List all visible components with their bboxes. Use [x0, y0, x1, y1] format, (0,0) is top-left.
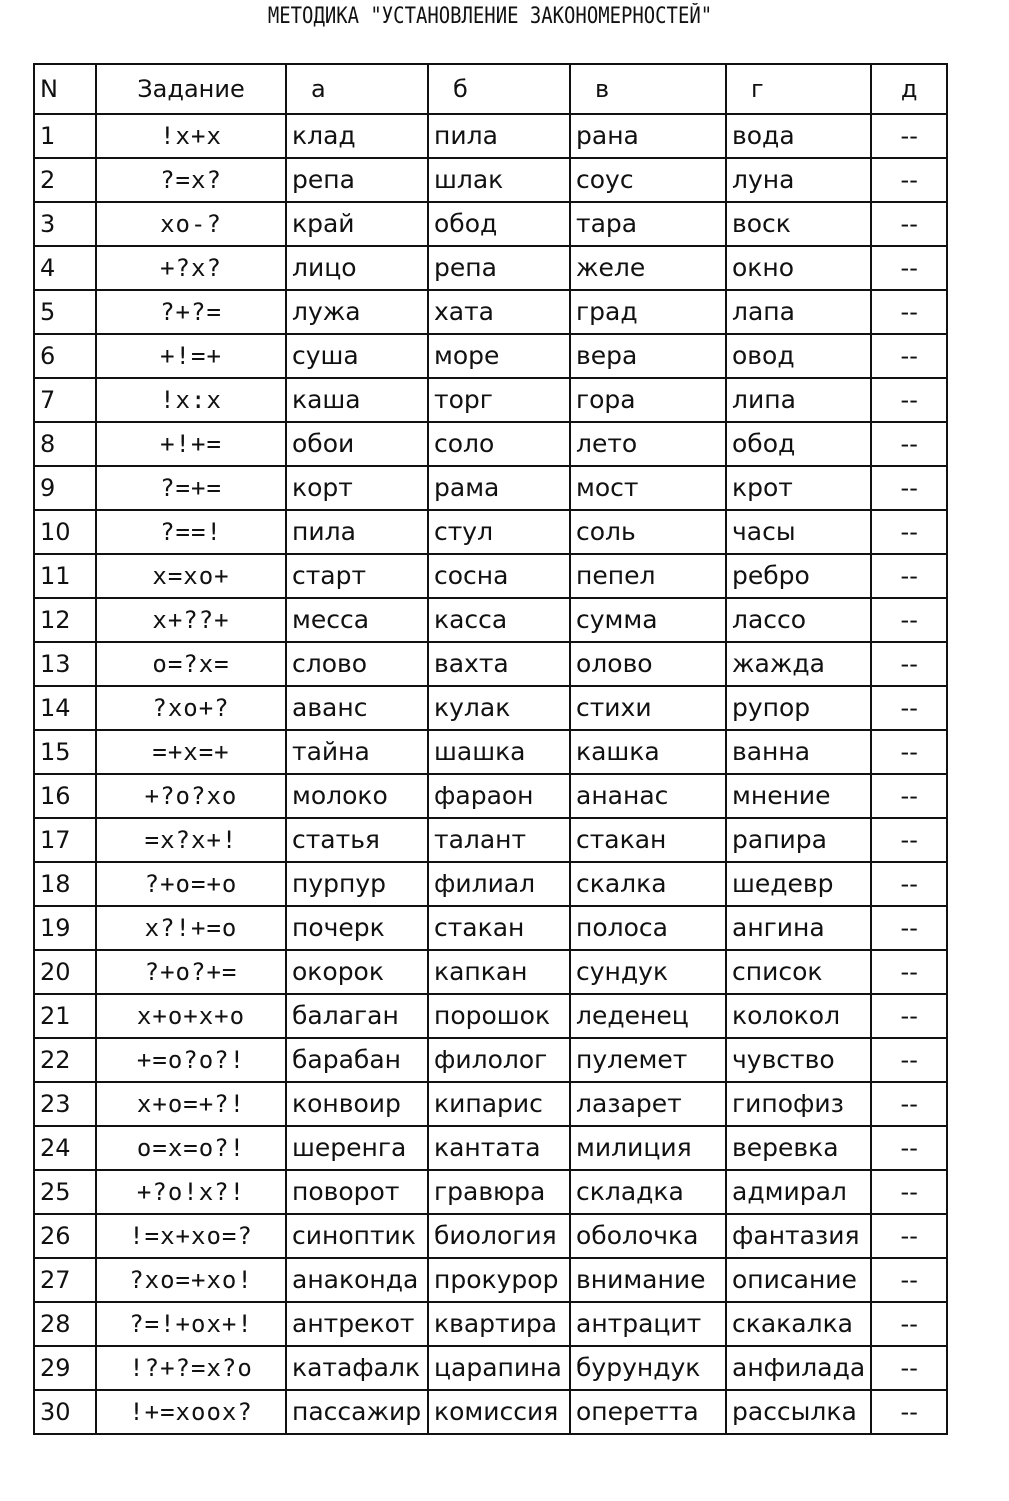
- table-row: [34, 642, 947, 686]
- row-option-v: кашка: [570, 730, 726, 774]
- row-option-d: --: [871, 906, 947, 950]
- row-task: х+??+: [96, 598, 286, 642]
- row-option-b: филолог: [428, 1038, 570, 1082]
- row-option-d: --: [871, 1390, 947, 1434]
- row-option-g: жажда: [726, 642, 871, 686]
- row-option-a: корт: [286, 466, 428, 510]
- table-row: [34, 554, 947, 598]
- row-option-b: фараон: [428, 774, 570, 818]
- row-option-b: соло: [428, 422, 570, 466]
- row-task: ?хо=+хо!: [96, 1258, 286, 1302]
- row-option-g: овод: [726, 334, 871, 378]
- row-number: 27: [34, 1258, 96, 1302]
- row-option-v: соль: [570, 510, 726, 554]
- row-number: 10: [34, 510, 96, 554]
- row-option-v: тара: [570, 202, 726, 246]
- row-option-d: --: [871, 1038, 947, 1082]
- row-option-g: адмирал: [726, 1170, 871, 1214]
- row-option-g: ванна: [726, 730, 871, 774]
- row-option-d: --: [871, 862, 947, 906]
- row-option-g: часы: [726, 510, 871, 554]
- row-option-g: рапира: [726, 818, 871, 862]
- row-option-v: оперетта: [570, 1390, 726, 1434]
- row-option-d: --: [871, 1170, 947, 1214]
- table-row: [34, 686, 947, 730]
- row-number: 8: [34, 422, 96, 466]
- row-number: 5: [34, 290, 96, 334]
- row-option-v: град: [570, 290, 726, 334]
- row-option-b: море: [428, 334, 570, 378]
- row-task: +?о!х?!: [96, 1170, 286, 1214]
- row-task: ?+о=+о: [96, 862, 286, 906]
- table-row: [34, 1258, 947, 1302]
- row-task: о=х=о?!: [96, 1126, 286, 1170]
- row-task: !х:х: [96, 378, 286, 422]
- row-option-v: стакан: [570, 818, 726, 862]
- row-number: 13: [34, 642, 96, 686]
- row-option-d: --: [871, 510, 947, 554]
- row-option-d: --: [871, 202, 947, 246]
- row-option-v: рана: [570, 114, 726, 158]
- table-row: [34, 1082, 947, 1126]
- row-option-a: балаган: [286, 994, 428, 1038]
- row-option-a: анаконда: [286, 1258, 428, 1302]
- table-row: [34, 290, 947, 334]
- row-task: ?+?=: [96, 290, 286, 334]
- row-task: +!=+: [96, 334, 286, 378]
- row-option-g: ангина: [726, 906, 871, 950]
- header-option-a: а: [286, 64, 428, 114]
- row-option-g: колокол: [726, 994, 871, 1038]
- row-number: 11: [34, 554, 96, 598]
- header-option-g: г: [726, 64, 871, 114]
- row-option-a: молоко: [286, 774, 428, 818]
- row-option-a: край: [286, 202, 428, 246]
- table-row: [34, 598, 947, 642]
- table-row: [34, 1170, 947, 1214]
- header-option-b: б: [428, 64, 570, 114]
- row-option-g: липа: [726, 378, 871, 422]
- row-option-v: полоса: [570, 906, 726, 950]
- row-option-g: гипофиз: [726, 1082, 871, 1126]
- row-option-v: милиция: [570, 1126, 726, 1170]
- table-row: [34, 818, 947, 862]
- row-option-a: лицо: [286, 246, 428, 290]
- row-option-g: рассылка: [726, 1390, 871, 1434]
- row-number: 15: [34, 730, 96, 774]
- table-row: [34, 1214, 947, 1258]
- row-option-a: каша: [286, 378, 428, 422]
- row-option-g: лапа: [726, 290, 871, 334]
- row-option-a: почерк: [286, 906, 428, 950]
- row-option-d: --: [871, 818, 947, 862]
- row-option-b: вахта: [428, 642, 570, 686]
- patterns-table: [33, 63, 948, 1435]
- row-task: !х+х: [96, 114, 286, 158]
- row-option-d: --: [871, 1214, 947, 1258]
- row-option-v: внимание: [570, 1258, 726, 1302]
- table-row: [34, 994, 947, 1038]
- row-option-g: веревка: [726, 1126, 871, 1170]
- table-row: [34, 378, 947, 422]
- row-task: +=о?о?!: [96, 1038, 286, 1082]
- table-row: [34, 246, 947, 290]
- row-option-b: обод: [428, 202, 570, 246]
- row-task: +!+=: [96, 422, 286, 466]
- row-option-g: окно: [726, 246, 871, 290]
- row-option-a: конвоир: [286, 1082, 428, 1126]
- row-option-d: --: [871, 598, 947, 642]
- table-row: [34, 1390, 947, 1434]
- table-row: [34, 202, 947, 246]
- row-option-v: скалка: [570, 862, 726, 906]
- row-option-d: --: [871, 1126, 947, 1170]
- table-body: [34, 114, 947, 1434]
- row-option-v: бурундук: [570, 1346, 726, 1390]
- row-option-a: пурпур: [286, 862, 428, 906]
- table-row: [34, 730, 947, 774]
- table-row: [34, 1126, 947, 1170]
- row-option-a: лужа: [286, 290, 428, 334]
- row-task: ?=х?: [96, 158, 286, 202]
- row-number: 26: [34, 1214, 96, 1258]
- row-option-v: вера: [570, 334, 726, 378]
- row-option-v: стихи: [570, 686, 726, 730]
- row-option-d: --: [871, 554, 947, 598]
- row-option-d: --: [871, 466, 947, 510]
- row-option-a: поворот: [286, 1170, 428, 1214]
- row-option-g: обод: [726, 422, 871, 466]
- row-option-b: шашка: [428, 730, 570, 774]
- table-row: [34, 862, 947, 906]
- row-task: ?хо+?: [96, 686, 286, 730]
- row-number: 28: [34, 1302, 96, 1346]
- row-option-b: прокурор: [428, 1258, 570, 1302]
- row-number: 19: [34, 906, 96, 950]
- row-number: 12: [34, 598, 96, 642]
- table-row: [34, 906, 947, 950]
- row-option-d: --: [871, 642, 947, 686]
- row-number: 20: [34, 950, 96, 994]
- row-option-d: --: [871, 1082, 947, 1126]
- row-option-d: --: [871, 334, 947, 378]
- header-option-v: в: [570, 64, 726, 114]
- row-option-b: стул: [428, 510, 570, 554]
- row-option-b: царапина: [428, 1346, 570, 1390]
- row-option-b: квартира: [428, 1302, 570, 1346]
- row-option-d: --: [871, 950, 947, 994]
- row-option-b: кулак: [428, 686, 570, 730]
- row-option-a: аванс: [286, 686, 428, 730]
- row-option-g: скакалка: [726, 1302, 871, 1346]
- row-option-v: мост: [570, 466, 726, 510]
- row-number: 24: [34, 1126, 96, 1170]
- row-option-v: желе: [570, 246, 726, 290]
- page-title: МЕТОДИКА "УСТАНОВЛЕНИЕ ЗАКОНОМЕРНОСТЕЙ": [267, 4, 713, 29]
- row-option-b: гравюра: [428, 1170, 570, 1214]
- row-option-g: анфилада: [726, 1346, 871, 1390]
- row-number: 22: [34, 1038, 96, 1082]
- row-option-g: рупор: [726, 686, 871, 730]
- row-task: !?+?=х?о: [96, 1346, 286, 1390]
- row-task: х+о=+?!: [96, 1082, 286, 1126]
- row-option-v: лето: [570, 422, 726, 466]
- row-option-a: окорок: [286, 950, 428, 994]
- row-option-b: шлак: [428, 158, 570, 202]
- row-option-b: касса: [428, 598, 570, 642]
- row-option-a: обои: [286, 422, 428, 466]
- row-option-v: гора: [570, 378, 726, 422]
- row-option-d: --: [871, 994, 947, 1038]
- row-number: 2: [34, 158, 96, 202]
- row-option-g: чувство: [726, 1038, 871, 1082]
- row-option-v: лазарет: [570, 1082, 726, 1126]
- row-option-a: суша: [286, 334, 428, 378]
- row-option-d: --: [871, 686, 947, 730]
- header-number: N: [34, 64, 96, 114]
- row-option-d: --: [871, 1302, 947, 1346]
- row-option-d: --: [871, 158, 947, 202]
- row-option-v: пулемет: [570, 1038, 726, 1082]
- row-option-d: --: [871, 774, 947, 818]
- table-row: [34, 950, 947, 994]
- row-option-g: мнение: [726, 774, 871, 818]
- row-option-g: шедевр: [726, 862, 871, 906]
- row-option-g: воск: [726, 202, 871, 246]
- row-option-v: сумма: [570, 598, 726, 642]
- row-task: ?==!: [96, 510, 286, 554]
- row-option-g: список: [726, 950, 871, 994]
- row-option-b: хата: [428, 290, 570, 334]
- row-option-d: --: [871, 290, 947, 334]
- row-option-a: антрекот: [286, 1302, 428, 1346]
- table-row: [34, 774, 947, 818]
- row-option-b: пила: [428, 114, 570, 158]
- row-option-b: филиал: [428, 862, 570, 906]
- row-option-g: описание: [726, 1258, 871, 1302]
- row-option-d: --: [871, 422, 947, 466]
- row-option-a: месса: [286, 598, 428, 642]
- row-task: =+х=+: [96, 730, 286, 774]
- table-row: [34, 466, 947, 510]
- row-task: +?х?: [96, 246, 286, 290]
- row-option-b: сосна: [428, 554, 570, 598]
- row-number: 14: [34, 686, 96, 730]
- row-option-a: пила: [286, 510, 428, 554]
- row-option-a: тайна: [286, 730, 428, 774]
- row-option-v: олово: [570, 642, 726, 686]
- table-row: [34, 114, 947, 158]
- row-number: 21: [34, 994, 96, 1038]
- row-option-v: сундук: [570, 950, 726, 994]
- row-number: 23: [34, 1082, 96, 1126]
- table-row: [34, 1038, 947, 1082]
- row-option-b: стакан: [428, 906, 570, 950]
- row-option-b: репа: [428, 246, 570, 290]
- row-option-b: порошок: [428, 994, 570, 1038]
- row-option-a: статья: [286, 818, 428, 862]
- table-row: [34, 1302, 947, 1346]
- row-task: =х?х+!: [96, 818, 286, 862]
- row-number: 17: [34, 818, 96, 862]
- row-task: +?о?хо: [96, 774, 286, 818]
- row-option-d: --: [871, 246, 947, 290]
- row-task: хо-?: [96, 202, 286, 246]
- row-option-a: старт: [286, 554, 428, 598]
- table-row: [34, 1346, 947, 1390]
- row-option-g: луна: [726, 158, 871, 202]
- row-option-b: рама: [428, 466, 570, 510]
- row-task: х+о+х+о: [96, 994, 286, 1038]
- row-option-v: пепел: [570, 554, 726, 598]
- table-row: [34, 158, 947, 202]
- row-option-d: --: [871, 378, 947, 422]
- row-option-a: клад: [286, 114, 428, 158]
- row-number: 6: [34, 334, 96, 378]
- row-number: 25: [34, 1170, 96, 1214]
- row-option-a: барабан: [286, 1038, 428, 1082]
- row-option-d: --: [871, 730, 947, 774]
- row-number: 3: [34, 202, 96, 246]
- row-number: 18: [34, 862, 96, 906]
- row-option-b: кантата: [428, 1126, 570, 1170]
- row-option-b: капкан: [428, 950, 570, 994]
- row-option-d: --: [871, 1346, 947, 1390]
- row-task: о=?х=: [96, 642, 286, 686]
- row-option-g: лассо: [726, 598, 871, 642]
- row-option-a: пассажир: [286, 1390, 428, 1434]
- row-option-b: талант: [428, 818, 570, 862]
- row-number: 30: [34, 1390, 96, 1434]
- table-row: [34, 510, 947, 554]
- row-number: 7: [34, 378, 96, 422]
- table-row: [34, 422, 947, 466]
- row-option-v: антрацит: [570, 1302, 726, 1346]
- row-option-a: синоптик: [286, 1214, 428, 1258]
- row-option-v: леденец: [570, 994, 726, 1038]
- row-task: ?=+=: [96, 466, 286, 510]
- row-option-g: крот: [726, 466, 871, 510]
- row-number: 4: [34, 246, 96, 290]
- row-task: !=х+хо=?: [96, 1214, 286, 1258]
- row-option-b: комиссия: [428, 1390, 570, 1434]
- row-task: х?!+=о: [96, 906, 286, 950]
- row-option-b: кипарис: [428, 1082, 570, 1126]
- row-option-v: складка: [570, 1170, 726, 1214]
- row-option-b: торг: [428, 378, 570, 422]
- row-task: !+=хоох?: [96, 1390, 286, 1434]
- row-option-g: вода: [726, 114, 871, 158]
- row-number: 29: [34, 1346, 96, 1390]
- row-option-g: ребро: [726, 554, 871, 598]
- row-task: ?+о?+=: [96, 950, 286, 994]
- row-option-b: биология: [428, 1214, 570, 1258]
- row-task: х=хо+: [96, 554, 286, 598]
- row-number: 9: [34, 466, 96, 510]
- header-task: Задание: [96, 64, 286, 114]
- row-option-v: соус: [570, 158, 726, 202]
- row-option-g: фантазия: [726, 1214, 871, 1258]
- header-option-d: д: [871, 64, 947, 114]
- row-number: 1: [34, 114, 96, 158]
- row-option-a: слово: [286, 642, 428, 686]
- row-option-a: шеренга: [286, 1126, 428, 1170]
- row-option-v: ананас: [570, 774, 726, 818]
- row-task: ?=!+ох+!: [96, 1302, 286, 1346]
- row-option-a: катафалк: [286, 1346, 428, 1390]
- row-option-d: --: [871, 1258, 947, 1302]
- row-option-a: репа: [286, 158, 428, 202]
- row-option-v: оболочка: [570, 1214, 726, 1258]
- table-header-row: [34, 64, 947, 114]
- row-number: 16: [34, 774, 96, 818]
- table-row: [34, 334, 947, 378]
- row-option-d: --: [871, 114, 947, 158]
